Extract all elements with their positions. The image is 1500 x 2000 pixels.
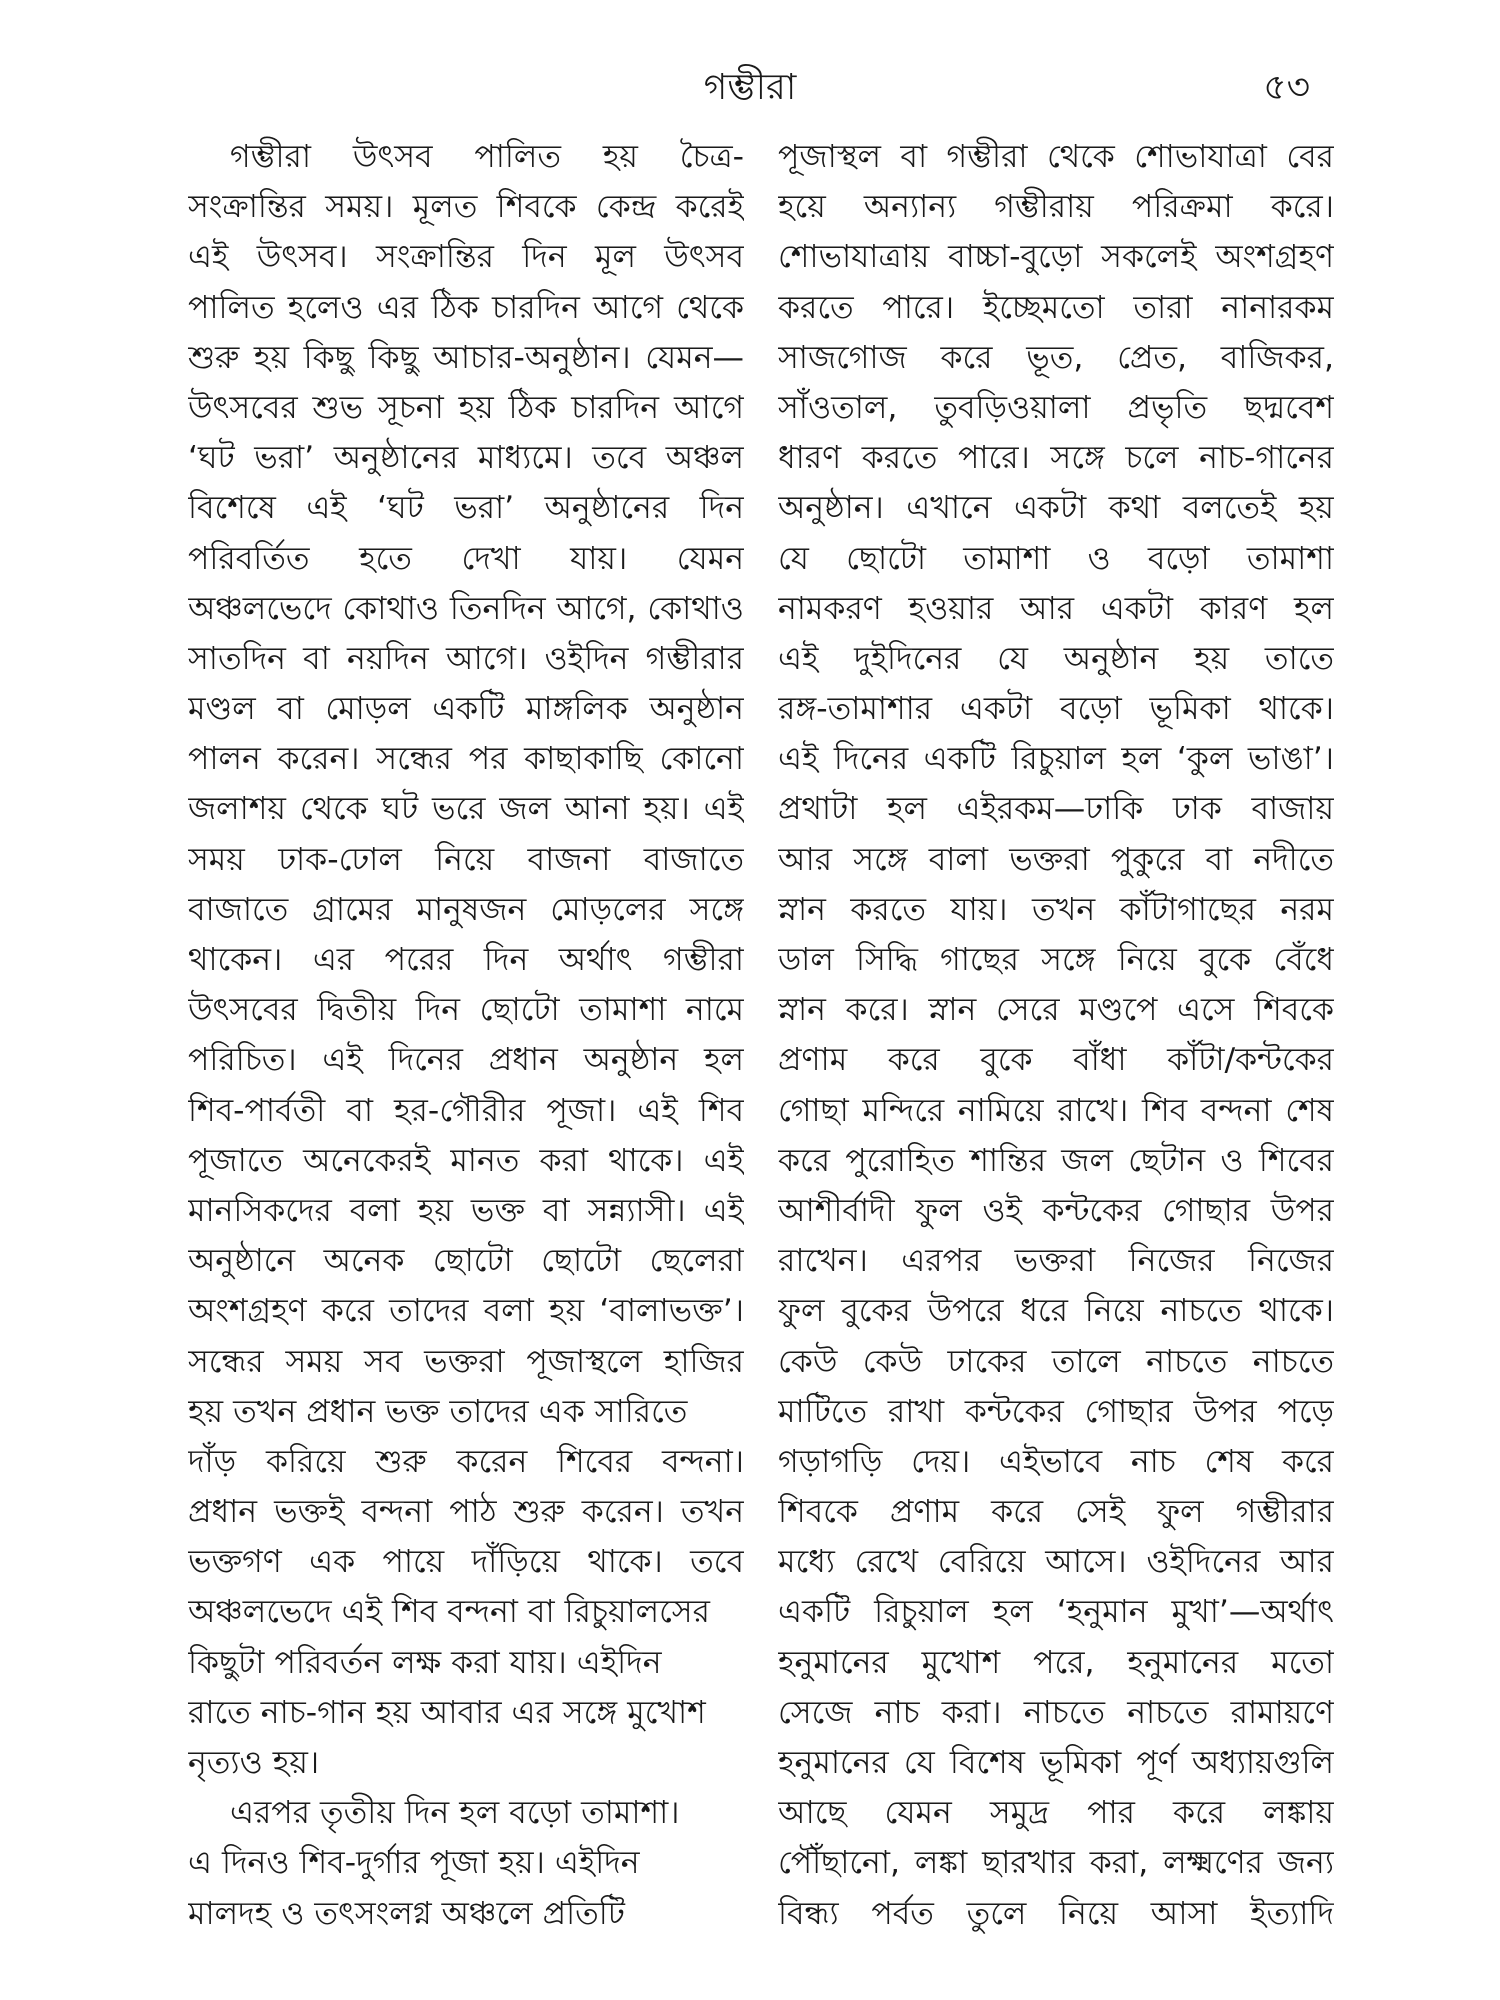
text-line: ‘ঘট ভরা’ অনুষ্ঠানের মাধ্যমে। তবে অঞ্চল bbox=[188, 440, 744, 477]
text-line: সন্ধের সময় সব ভক্তরা পূজাস্থলে হাজির bbox=[188, 1343, 744, 1380]
left-text-column bbox=[188, 132, 744, 1939]
text-line: সাজগোজ করে ভূত, প্রেত, বাজিকর, bbox=[778, 339, 1334, 376]
text-line: অনুষ্ঠান। এখানে একটা কথা বলতেই হয় bbox=[778, 490, 1334, 527]
text-line: মাটিতে রাখা কন্টকের গোছার উপর পড়ে bbox=[778, 1393, 1334, 1430]
text-line: মণ্ডল বা মোড়ল একটি মাঙ্গলিক অনুষ্ঠান bbox=[188, 691, 744, 728]
text-line: নামকরণ হওয়ার আর একটা কারণ হল bbox=[778, 590, 1334, 627]
text-line: হনুমানের যে বিশেষ ভূমিকা পূর্ণ অধ্যায়গুলি bbox=[778, 1745, 1334, 1781]
text-line: প্রধান ভক্তই বন্দনা পাঠ শুরু করেন। তখন bbox=[188, 1494, 744, 1531]
text-line: সময় ঢাক-ঢোল নিয়ে বাজনা বাজাতে bbox=[188, 841, 744, 878]
text-line: দাঁড় করিয়ে শুরু করেন শিবের বন্দনা। bbox=[188, 1443, 744, 1480]
text-line: রাখেন। এরপর ভক্তরা নিজের নিজের bbox=[778, 1243, 1334, 1280]
text-line: হয়ে অন্যান্য গম্ভীরায় পরিক্রমা করে। bbox=[778, 189, 1334, 226]
text-line: ধারণ করতে পারে। সঙ্গে চলে নাচ-গানের bbox=[778, 440, 1334, 477]
text-line: অঞ্চলভেদে এই শিব বন্দনা বা রিচুয়ালসের bbox=[188, 1594, 710, 1631]
text-line: উৎসবের দ্বিতীয় দিন ছোটো তামাশা নামে bbox=[188, 992, 744, 1029]
text-line: পূজাস্থল বা গম্ভীরা থেকে শোভাযাত্রা বের bbox=[778, 139, 1334, 175]
text-line: পালিত হলেও এর ঠিক চারদিন আগে থেকে bbox=[188, 289, 744, 326]
text-line: নৃত্যও হয়। bbox=[188, 1745, 320, 1781]
text-line: গম্ভীরা উৎসব পালিত হয় চৈত্র- bbox=[230, 139, 744, 175]
text-line: স্নান করে। স্নান সেরে মণ্ডপে এসে শিবকে bbox=[778, 992, 1334, 1029]
text-line: যে ছোটো তামাশা ও বড়ো তামাশা bbox=[778, 540, 1334, 577]
text-line: এরপর তৃতীয় দিন হল বড়ো তামাশা। bbox=[230, 1795, 680, 1832]
text-line: শিবকে প্রণাম করে সেই ফুল গম্ভীরার bbox=[778, 1494, 1334, 1531]
text-line: উৎসবের শুভ সূচনা হয় ঠিক চারদিন আগে bbox=[188, 389, 744, 426]
text-line: আর সঙ্গে বালা ভক্তরা পুকুরে বা নদীতে bbox=[778, 841, 1334, 878]
text-line: বিশেষে এই ‘ঘট ভরা’ অনুষ্ঠানের দিন bbox=[188, 490, 744, 527]
text-line: পূজাতে অনেকেরই মানত করা থাকে। এই bbox=[188, 1142, 744, 1179]
text-line: মধ্যে রেখে বেরিয়ে আসে। ওইদিনের আর bbox=[778, 1544, 1334, 1581]
text-line: বাজাতে গ্রামের মানুষজন মোড়লের সঙ্গে bbox=[188, 891, 744, 928]
text-line: রঙ্গ-তামাশার একটা বড়ো ভূমিকা থাকে। bbox=[778, 691, 1334, 728]
text-line: অনুষ্ঠানে অনেক ছোটো ছোটো ছেলেরা bbox=[188, 1243, 744, 1280]
text-line: ডাল সিদ্ধি গাছের সঙ্গে নিয়ে বুকে বেঁধে bbox=[778, 942, 1334, 978]
text-line: মানসিকদের বলা হয় ভক্ত বা সন্ন্যাসী। এই bbox=[188, 1192, 744, 1229]
text-line: সাঁওতাল, তুবড়িওয়ালা প্রভৃতি ছদ্মবেশ bbox=[778, 389, 1334, 426]
text-line: কিছুটা পরিবর্তন লক্ষ করা যায়। এইদিন bbox=[188, 1644, 662, 1681]
text-line: ফুল বুকের উপরে ধরে নিয়ে নাচতে থাকে। bbox=[778, 1293, 1334, 1330]
text-line: ভক্তগণ এক পায়ে দাঁড়িয়ে থাকে। তবে bbox=[188, 1544, 744, 1581]
running-header bbox=[0, 58, 1500, 118]
text-line: একটি রিচুয়াল হল ‘হনুমান মুখা’—অর্থাৎ bbox=[778, 1594, 1334, 1631]
text-line: এই দিনের একটি রিচুয়াল হল ‘কুল ভাঙা’। bbox=[778, 741, 1334, 778]
text-line: প্রণাম করে বুকে বাঁধা কাঁটা/কন্টকের bbox=[778, 1042, 1334, 1079]
text-line: এই উৎসব। সংক্রান্তির দিন মূল উৎসব bbox=[188, 239, 744, 276]
page-number: ৫৩ bbox=[1263, 67, 1310, 108]
right-text-column bbox=[778, 132, 1334, 1939]
text-line: গড়াগড়ি দেয়। এইভাবে নাচ শেষ করে bbox=[778, 1443, 1334, 1480]
text-line: হনুমানের মুখোশ পরে, হনুমানের মতো bbox=[778, 1644, 1334, 1681]
text-line: শিব-পার্বতী বা হর-গৌরীর পূজা। এই শিব bbox=[188, 1092, 744, 1129]
running-title: গম্ভীরা bbox=[703, 67, 797, 108]
text-line: সেজে নাচ করা। নাচতে নাচতে রামায়ণে bbox=[778, 1694, 1334, 1731]
text-line: কেউ কেউ ঢাকের তালে নাচতে নাচতে bbox=[778, 1343, 1334, 1380]
text-line: অঞ্চলভেদে কোথাও তিনদিন আগে, কোথাও bbox=[188, 590, 744, 627]
text-line: এই দুইদিনের যে অনুষ্ঠান হয় তাতে bbox=[778, 640, 1334, 677]
text-line: গোছা মন্দিরে নামিয়ে রাখে। শিব বন্দনা শেষ bbox=[778, 1092, 1334, 1129]
text-line: আছে যেমন সমুদ্র পার করে লঙ্কায় bbox=[778, 1795, 1334, 1832]
text-line: প্রথাটা হল এইরকম—ঢাকি ঢাক বাজায় bbox=[778, 791, 1334, 828]
text-line: আশীর্বাদী ফুল ওই কন্টকের গোছার উপর bbox=[778, 1192, 1334, 1229]
text-line: অংশগ্রহণ করে তাদের বলা হয় ‘বালাভক্ত’। bbox=[188, 1293, 744, 1330]
text-line: সাতদিন বা নয়দিন আগে। ওইদিন গম্ভীরার bbox=[188, 640, 744, 677]
text-line: শুরু হয় কিছু কিছু আচার-অনুষ্ঠান। যেমন— bbox=[188, 339, 744, 376]
text-line: এ দিনও শিব-দুর্গার পূজা হয়। এইদিন bbox=[188, 1845, 640, 1882]
text-line: পৌঁছানো, লঙ্কা ছারখার করা, লক্ষ্মণের জন্য bbox=[778, 1845, 1334, 1882]
text-line: করে পুরোহিত শান্তির জল ছেটান ও শিবের bbox=[778, 1142, 1334, 1179]
text-line: পরিবর্তিত হতে দেখা যায়। যেমন bbox=[188, 540, 744, 577]
text-line: জলাশয় থেকে ঘট ভরে জল আনা হয়। এই bbox=[188, 791, 744, 828]
text-line: স্নান করতে যায়। তখন কাঁটাগাছের নরম bbox=[778, 891, 1334, 928]
text-line: রাতে নাচ-গান হয় আবার এর সঙ্গে মুখোশ bbox=[188, 1694, 706, 1731]
text-line: সংক্রান্তির সময়। মূলত শিবকে কেন্দ্র করেই bbox=[188, 189, 744, 226]
text-line: বিন্ধ্য পর্বত তুলে নিয়ে আসা ইত্যাদি bbox=[778, 1895, 1334, 1932]
text-line: হয় তখন প্রধান ভক্ত তাদের এক সারিতে bbox=[188, 1393, 688, 1430]
text-line: পালন করেন। সন্ধের পর কাছাকাছি কোনো bbox=[188, 741, 744, 778]
text-line: শোভাযাত্রায় বাচ্চা-বুড়ো সকলেই অংশগ্রহণ bbox=[778, 239, 1334, 276]
text-line: করতে পারে। ইচ্ছেমতো তারা নানারকম bbox=[778, 289, 1334, 326]
text-line: মালদহ ও তৎসংলগ্ন অঞ্চলে প্রতিটি bbox=[188, 1895, 625, 1932]
text-line: পরিচিত। এই দিনের প্রধান অনুষ্ঠান হল bbox=[188, 1042, 744, 1079]
text-line: থাকেন। এর পরের দিন অর্থাৎ গম্ভীরা bbox=[188, 942, 744, 978]
